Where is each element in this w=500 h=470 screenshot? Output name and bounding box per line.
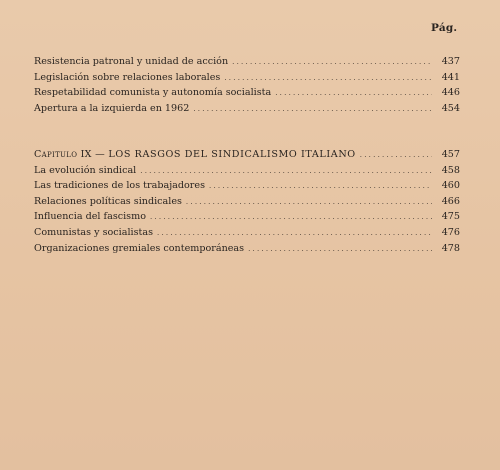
leader-dots: [209, 179, 432, 195]
leader-dots: [360, 148, 432, 164]
toc-entry: [34, 241, 460, 257]
toc-entry-page: 458: [441, 164, 460, 176]
toc-entry-title: Influencia del fascismo: [34, 211, 146, 223]
toc-entry: [34, 209, 460, 225]
toc-entry-page: 454: [441, 102, 460, 114]
toc-entry-title: Organizaciones gremiales contemporáneas: [34, 242, 245, 254]
toc-entry: [34, 194, 460, 210]
leader-dots: [248, 242, 432, 258]
chapter-heading: [34, 147, 460, 163]
toc-entry-page: 475: [441, 211, 460, 223]
toc-entry: [34, 70, 460, 86]
leader-dots: [232, 55, 432, 71]
toc-entry: [34, 225, 460, 241]
toc-entry-page: 437: [441, 56, 460, 67]
chapter-title: LOS RASGOS DEL SINDICALISMO ITALIANO: [108, 149, 356, 160]
leader-dots: [186, 195, 432, 211]
chapter-prefix: Capitulo IX —: [34, 149, 106, 160]
toc-entry: [34, 85, 460, 101]
toc-entry-title: Apertura a la izquierda en 1962: [34, 102, 190, 114]
toc-entry-title: Resistencia patronal y unidad de acción: [34, 56, 229, 67]
toc-entry-title: La evolución sindical: [34, 164, 137, 176]
chapter-page: 457: [441, 149, 460, 160]
toc-entry-title: Las tradiciones de los trabajadores: [34, 180, 205, 192]
leader-dots: [224, 71, 432, 87]
toc-entry: [34, 54, 460, 70]
toc-entry-page: 460: [441, 180, 460, 192]
toc-entry-title: Legislación sobre relaciones laborales: [34, 71, 221, 83]
toc-entry-title: Relaciones políticas sindicales: [34, 195, 182, 207]
toc-entry-page: 441: [441, 71, 460, 83]
toc-entry-page: 478: [441, 242, 460, 254]
leader-dots: [157, 226, 432, 242]
toc-entry-page: 476: [441, 226, 460, 238]
toc-entry-page: 466: [441, 195, 460, 207]
leader-dots: [275, 86, 432, 102]
toc-entry-title: Comunistas y socialistas: [34, 226, 153, 238]
toc-entry-title: Respetabilidad comunista y autonomía socialista: [34, 87, 272, 99]
leader-dots: [150, 210, 432, 226]
toc-entry-page: 446: [441, 87, 460, 99]
page-column-header: Pág.: [431, 22, 458, 34]
toc-section-previous-chapter: [34, 54, 460, 116]
leader-dots: [140, 164, 432, 180]
toc-entry: [34, 101, 460, 117]
leader-dots: [193, 102, 432, 118]
toc-entry: [34, 178, 460, 194]
chapter-heading-text: [34, 147, 360, 163]
toc-section-chapter-ix: [34, 147, 460, 256]
toc-entry: [34, 163, 460, 179]
